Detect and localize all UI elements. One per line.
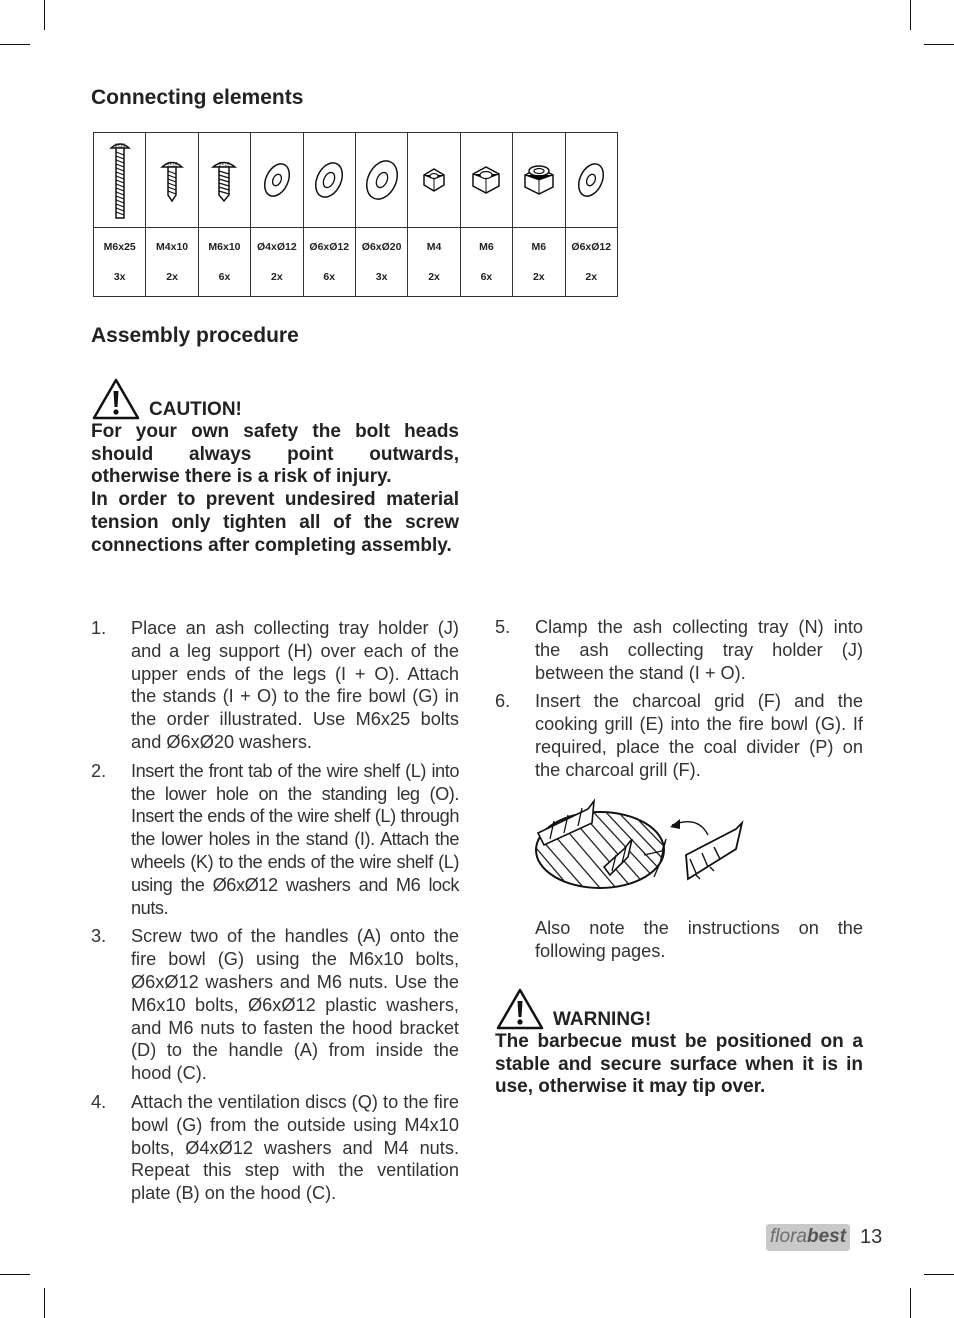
part-size: M6 <box>479 240 494 253</box>
part-quantity: 2x <box>585 270 598 283</box>
crop-mark <box>924 1274 954 1275</box>
part-label-cell <box>303 228 355 297</box>
caution-text: For your own safety the bolt heads should always point outwards, otherwise there is a risk of injury. <box>91 421 459 488</box>
svg-text:6×25: 6×25 <box>114 143 126 148</box>
step-number: 1. <box>91 618 107 638</box>
crop-mark <box>0 1274 30 1275</box>
crop-mark <box>924 44 954 45</box>
part-image-cell <box>355 133 407 228</box>
lock-nut-icon <box>522 161 556 199</box>
warning-box <box>495 987 863 1099</box>
part-quantity: 2x <box>532 270 545 283</box>
section-heading-assembly: Assembly procedure <box>91 324 299 347</box>
part-size: M6x10 <box>208 240 241 253</box>
steps-list-left <box>91 617 459 1211</box>
caution-text: In order to prevent undesired material tension only tighten all of the screw connections after completing assembly. <box>91 489 459 556</box>
part-quantity: 6x <box>480 270 493 283</box>
step-item <box>91 617 459 754</box>
short-bolt-icon <box>159 155 185 205</box>
crop-mark <box>910 0 911 30</box>
part-image-cell <box>303 133 355 228</box>
part-label-cell <box>94 228 146 297</box>
part-image-cell <box>251 133 303 228</box>
svg-text:4×10: 4×10 <box>166 161 178 167</box>
caution-header <box>91 377 459 421</box>
short-bolt-icon <box>210 155 238 205</box>
part-image-cell <box>198 133 250 228</box>
step-text: Place an ash collecting tray holder (J) and a leg support (H) over each of the upper ends of the legs (I + O). Attach the stands (I + O) to the fire bowl (G) in the order illustrated. Use M6x25 bolts and Ø6xØ20 washers. <box>131 618 459 752</box>
washer-icon <box>260 158 294 202</box>
part-quantity: 6x <box>218 270 231 283</box>
washer-icon <box>311 158 347 202</box>
part-label-cell <box>251 228 303 297</box>
part-label-cell <box>146 228 198 297</box>
part-quantity: 2x <box>166 270 178 283</box>
step-item <box>495 690 863 781</box>
part-image-cell <box>513 133 565 228</box>
step-item <box>91 1091 459 1205</box>
step-text: Attach the ventilation discs (Q) to the fire bowl (G) from the outside using M4x10 bolts, Ø4xØ12 washers and M4 nuts. Repeat this step with the ventilation plate (B) on the hood (C). <box>131 1091 459 1204</box>
part-image-cell <box>460 133 512 228</box>
part-quantity: 6x <box>323 270 336 283</box>
crop-mark <box>44 0 45 30</box>
warning-title: WARNING! <box>553 1009 652 1030</box>
part-size: Ø6xØ20 <box>361 240 402 253</box>
warning-triangle-icon <box>91 377 141 421</box>
part-label-cell <box>355 228 407 297</box>
step-number: 5. <box>495 617 511 637</box>
long-bolt-icon <box>107 138 133 222</box>
page-number: 13 <box>860 1226 883 1248</box>
warning-text: The barbecue must be positioned on a stable and secure surface when it is in use, otherwise it may tip over. <box>495 1031 863 1098</box>
brand-logo <box>766 1224 850 1251</box>
part-size: Ø6xØ12 <box>571 240 612 253</box>
part-size: M4x10 <box>156 240 189 253</box>
step-item <box>91 760 459 920</box>
part-size: Ø6xØ12 <box>309 240 350 253</box>
part-image-cell <box>146 133 198 228</box>
step-number: 3. <box>91 926 107 947</box>
nut-icon <box>470 163 502 197</box>
step-text: Insert the front tab of the wire shelf (L) into the lower hole on the standing leg (O). Insert the ends of the wire shelf (L) through the lower holes in the stand (I). Attach the wheels (K) to the ends of the wire shelf (L) using the Ø6xØ12 washers and M6 lock nuts. <box>131 760 459 918</box>
charcoal-grill-illustration <box>530 795 750 895</box>
washer-icon <box>574 158 608 202</box>
step-number: 6. <box>495 691 511 712</box>
crop-mark <box>0 44 30 45</box>
part-size: M6x25 <box>103 240 136 253</box>
step-item <box>495 616 863 684</box>
caution-title: CAUTION! <box>149 399 242 420</box>
washer-icon <box>362 157 402 203</box>
part-quantity: 3x <box>113 270 126 283</box>
warning-header <box>495 987 863 1031</box>
part-label-cell <box>408 228 460 297</box>
part-quantity: 3x <box>375 270 388 283</box>
step-item <box>91 925 459 1085</box>
note-text: Also note the instructions on the following pages. <box>535 918 863 961</box>
step-text: Screw two of the handles (A) onto the fire bowl (G) using the M6x10 bolts, Ø6xØ12 washers and M6 nuts. Use the M6x10 bolts, Ø6xØ12 plastic washers, and M6 nuts to fasten the hood bracket (D) to the handle (A) from inside the hood (C). <box>131 926 459 1084</box>
nut-icon <box>421 165 447 195</box>
step-text: Clamp the ash collecting tray (N) into the ash collecting tray holder (J) between the stand (I + O). <box>535 617 863 683</box>
step-text: Insert the charcoal grid (F) and the cooking grill (E) into the fire bowl (G). If required, place the coal divider (P) on the charcoal grill (F). <box>535 691 863 780</box>
part-label-cell <box>565 228 617 297</box>
svg-text:6×10: 6×10 <box>218 161 230 167</box>
part-image-cell <box>565 133 617 228</box>
crop-mark <box>44 1288 45 1318</box>
warning-triangle-icon <box>495 987 545 1031</box>
part-image-cell <box>408 133 460 228</box>
brand-logo-light: flora <box>770 1226 807 1247</box>
part-label-cell <box>513 228 565 297</box>
part-size: M4 <box>426 240 442 253</box>
part-size: Ø4xØ12 <box>257 240 297 253</box>
step-number: 4. <box>91 1091 107 1112</box>
part-size: M6 <box>531 240 547 253</box>
brand-logo-bold: best <box>806 1226 847 1247</box>
part-label-cell <box>198 228 250 297</box>
part-quantity: 2x <box>271 270 283 283</box>
crop-mark <box>910 1288 911 1318</box>
steps-list-right <box>495 616 863 788</box>
part-quantity: 2x <box>428 270 440 283</box>
parts-table <box>93 132 618 297</box>
section-heading-connecting: Connecting elements <box>91 86 304 109</box>
part-image-cell <box>94 133 146 228</box>
page-footer <box>766 1224 882 1251</box>
caution-box <box>91 377 459 557</box>
step-number: 2. <box>91 760 107 781</box>
part-label-cell <box>460 228 512 297</box>
